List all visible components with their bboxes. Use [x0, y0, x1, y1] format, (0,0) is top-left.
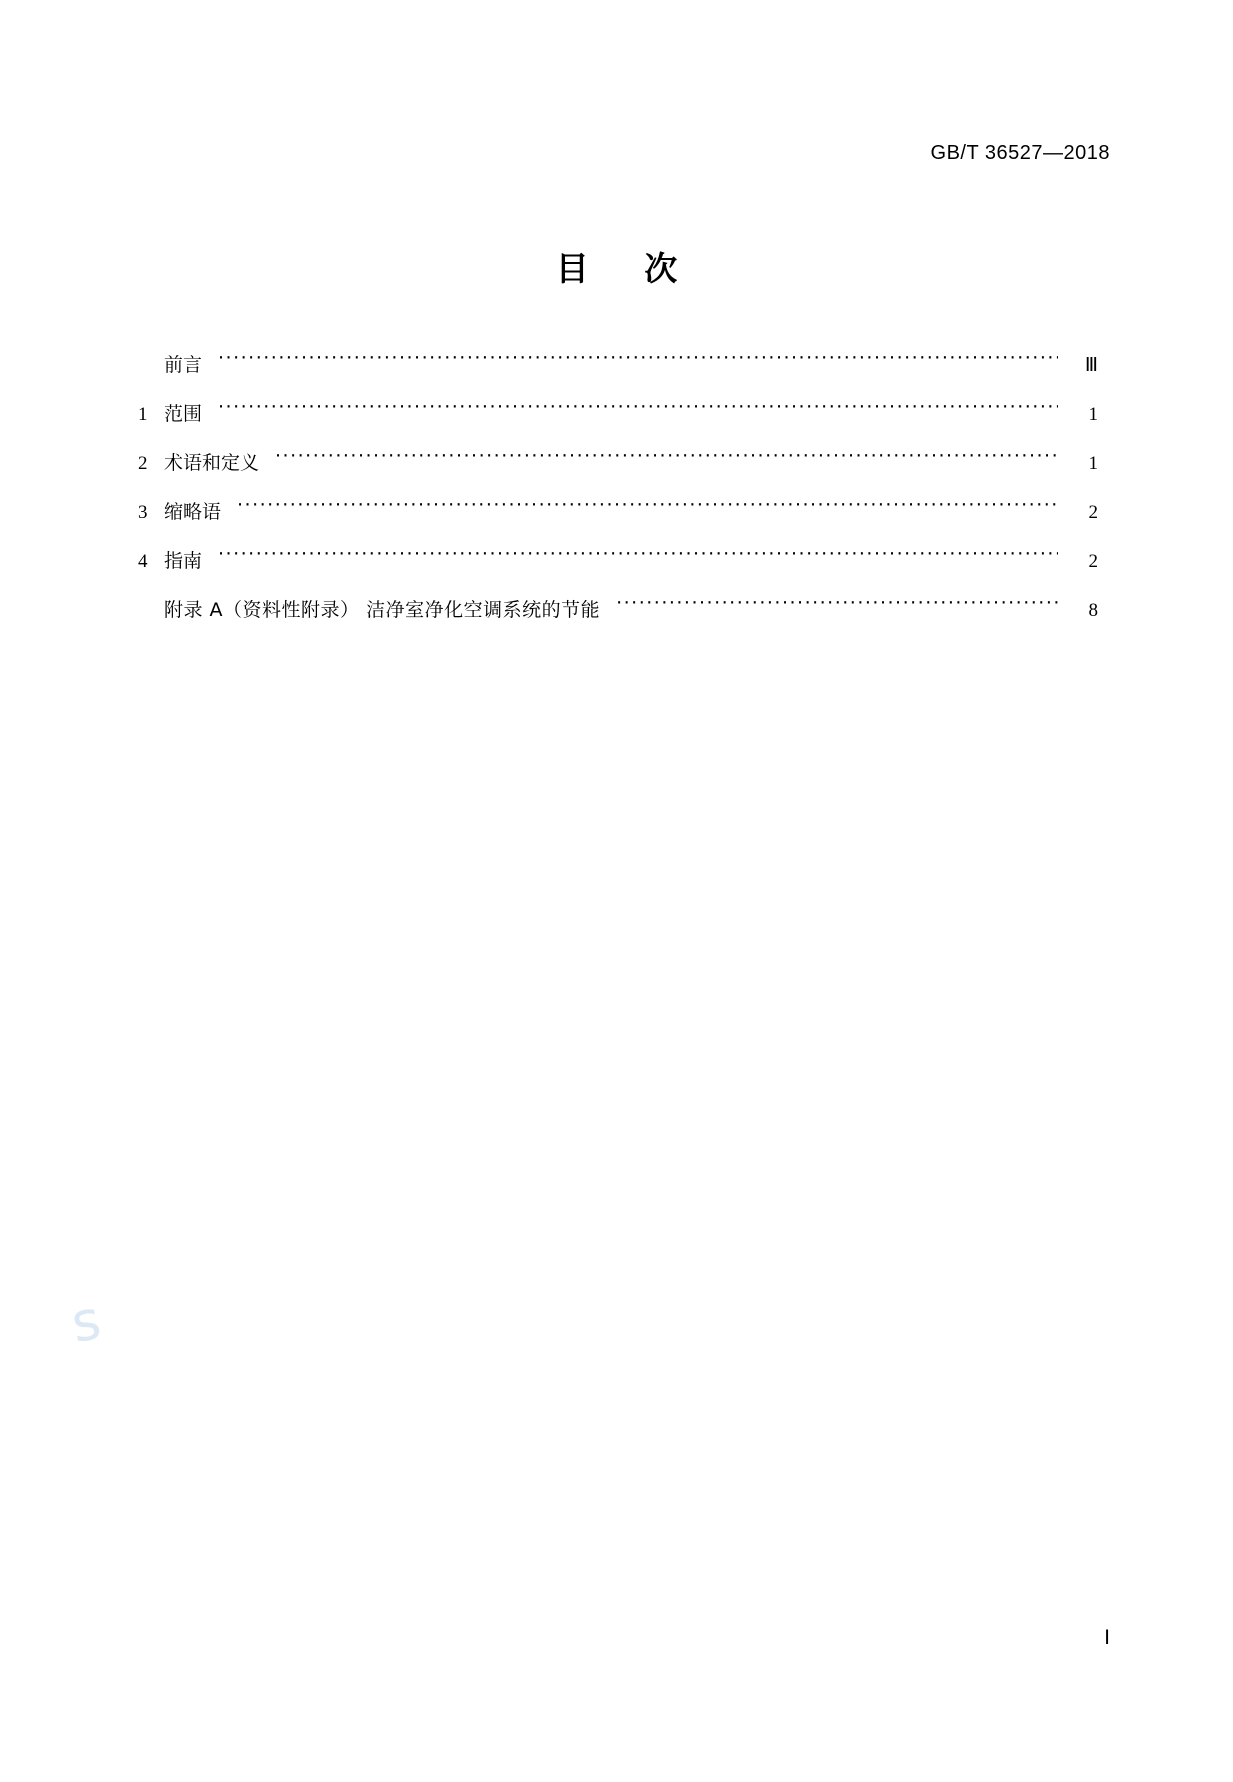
toc-entry-number: 1	[138, 404, 148, 425]
toc-entry[interactable]	[138, 595, 1098, 622]
table-of-contents	[138, 350, 1098, 644]
toc-entry-number: 2	[138, 453, 148, 474]
watermark: s	[66, 1288, 106, 1355]
toc-entry-label: 范围	[164, 403, 203, 425]
toc-entry-page: 1	[1088, 404, 1098, 425]
toc-entry-page: Ⅲ	[1084, 355, 1098, 376]
toc-leader-dots	[218, 548, 1058, 567]
toc-entry[interactable]	[138, 350, 1098, 377]
toc-entry-number: 3	[138, 502, 148, 523]
toc-entry-label: 附录 A（资料性附录） 洁净室净化空调系统的节能	[164, 599, 601, 621]
toc-entry-page: 2	[1088, 502, 1098, 523]
toc-entry-page: 8	[1088, 600, 1098, 621]
toc-entry-label: 指南	[164, 550, 203, 572]
toc-leader-dots	[275, 450, 1058, 469]
toc-leader-dots	[616, 597, 1058, 616]
toc-entry[interactable]	[138, 497, 1098, 524]
toc-entry[interactable]	[138, 546, 1098, 573]
toc-entry-label: 术语和定义	[164, 452, 260, 474]
toc-entry-page: 2	[1088, 551, 1098, 572]
toc-entry[interactable]	[138, 399, 1098, 426]
toc-leader-dots	[218, 401, 1058, 420]
toc-entry-label: 前言	[164, 354, 203, 376]
standard-number: GB/T 36527—2018	[930, 142, 1110, 164]
page-folio: Ⅰ	[1104, 1627, 1110, 1649]
toc-entry[interactable]	[138, 448, 1098, 475]
page-title: 目 次	[555, 249, 700, 288]
toc-leader-dots	[237, 499, 1058, 518]
toc-entry-label: 缩略语	[164, 501, 222, 523]
toc-leader-dots	[218, 352, 1058, 371]
toc-entry-page: 1	[1088, 453, 1098, 474]
toc-entry-number: 4	[138, 551, 148, 572]
